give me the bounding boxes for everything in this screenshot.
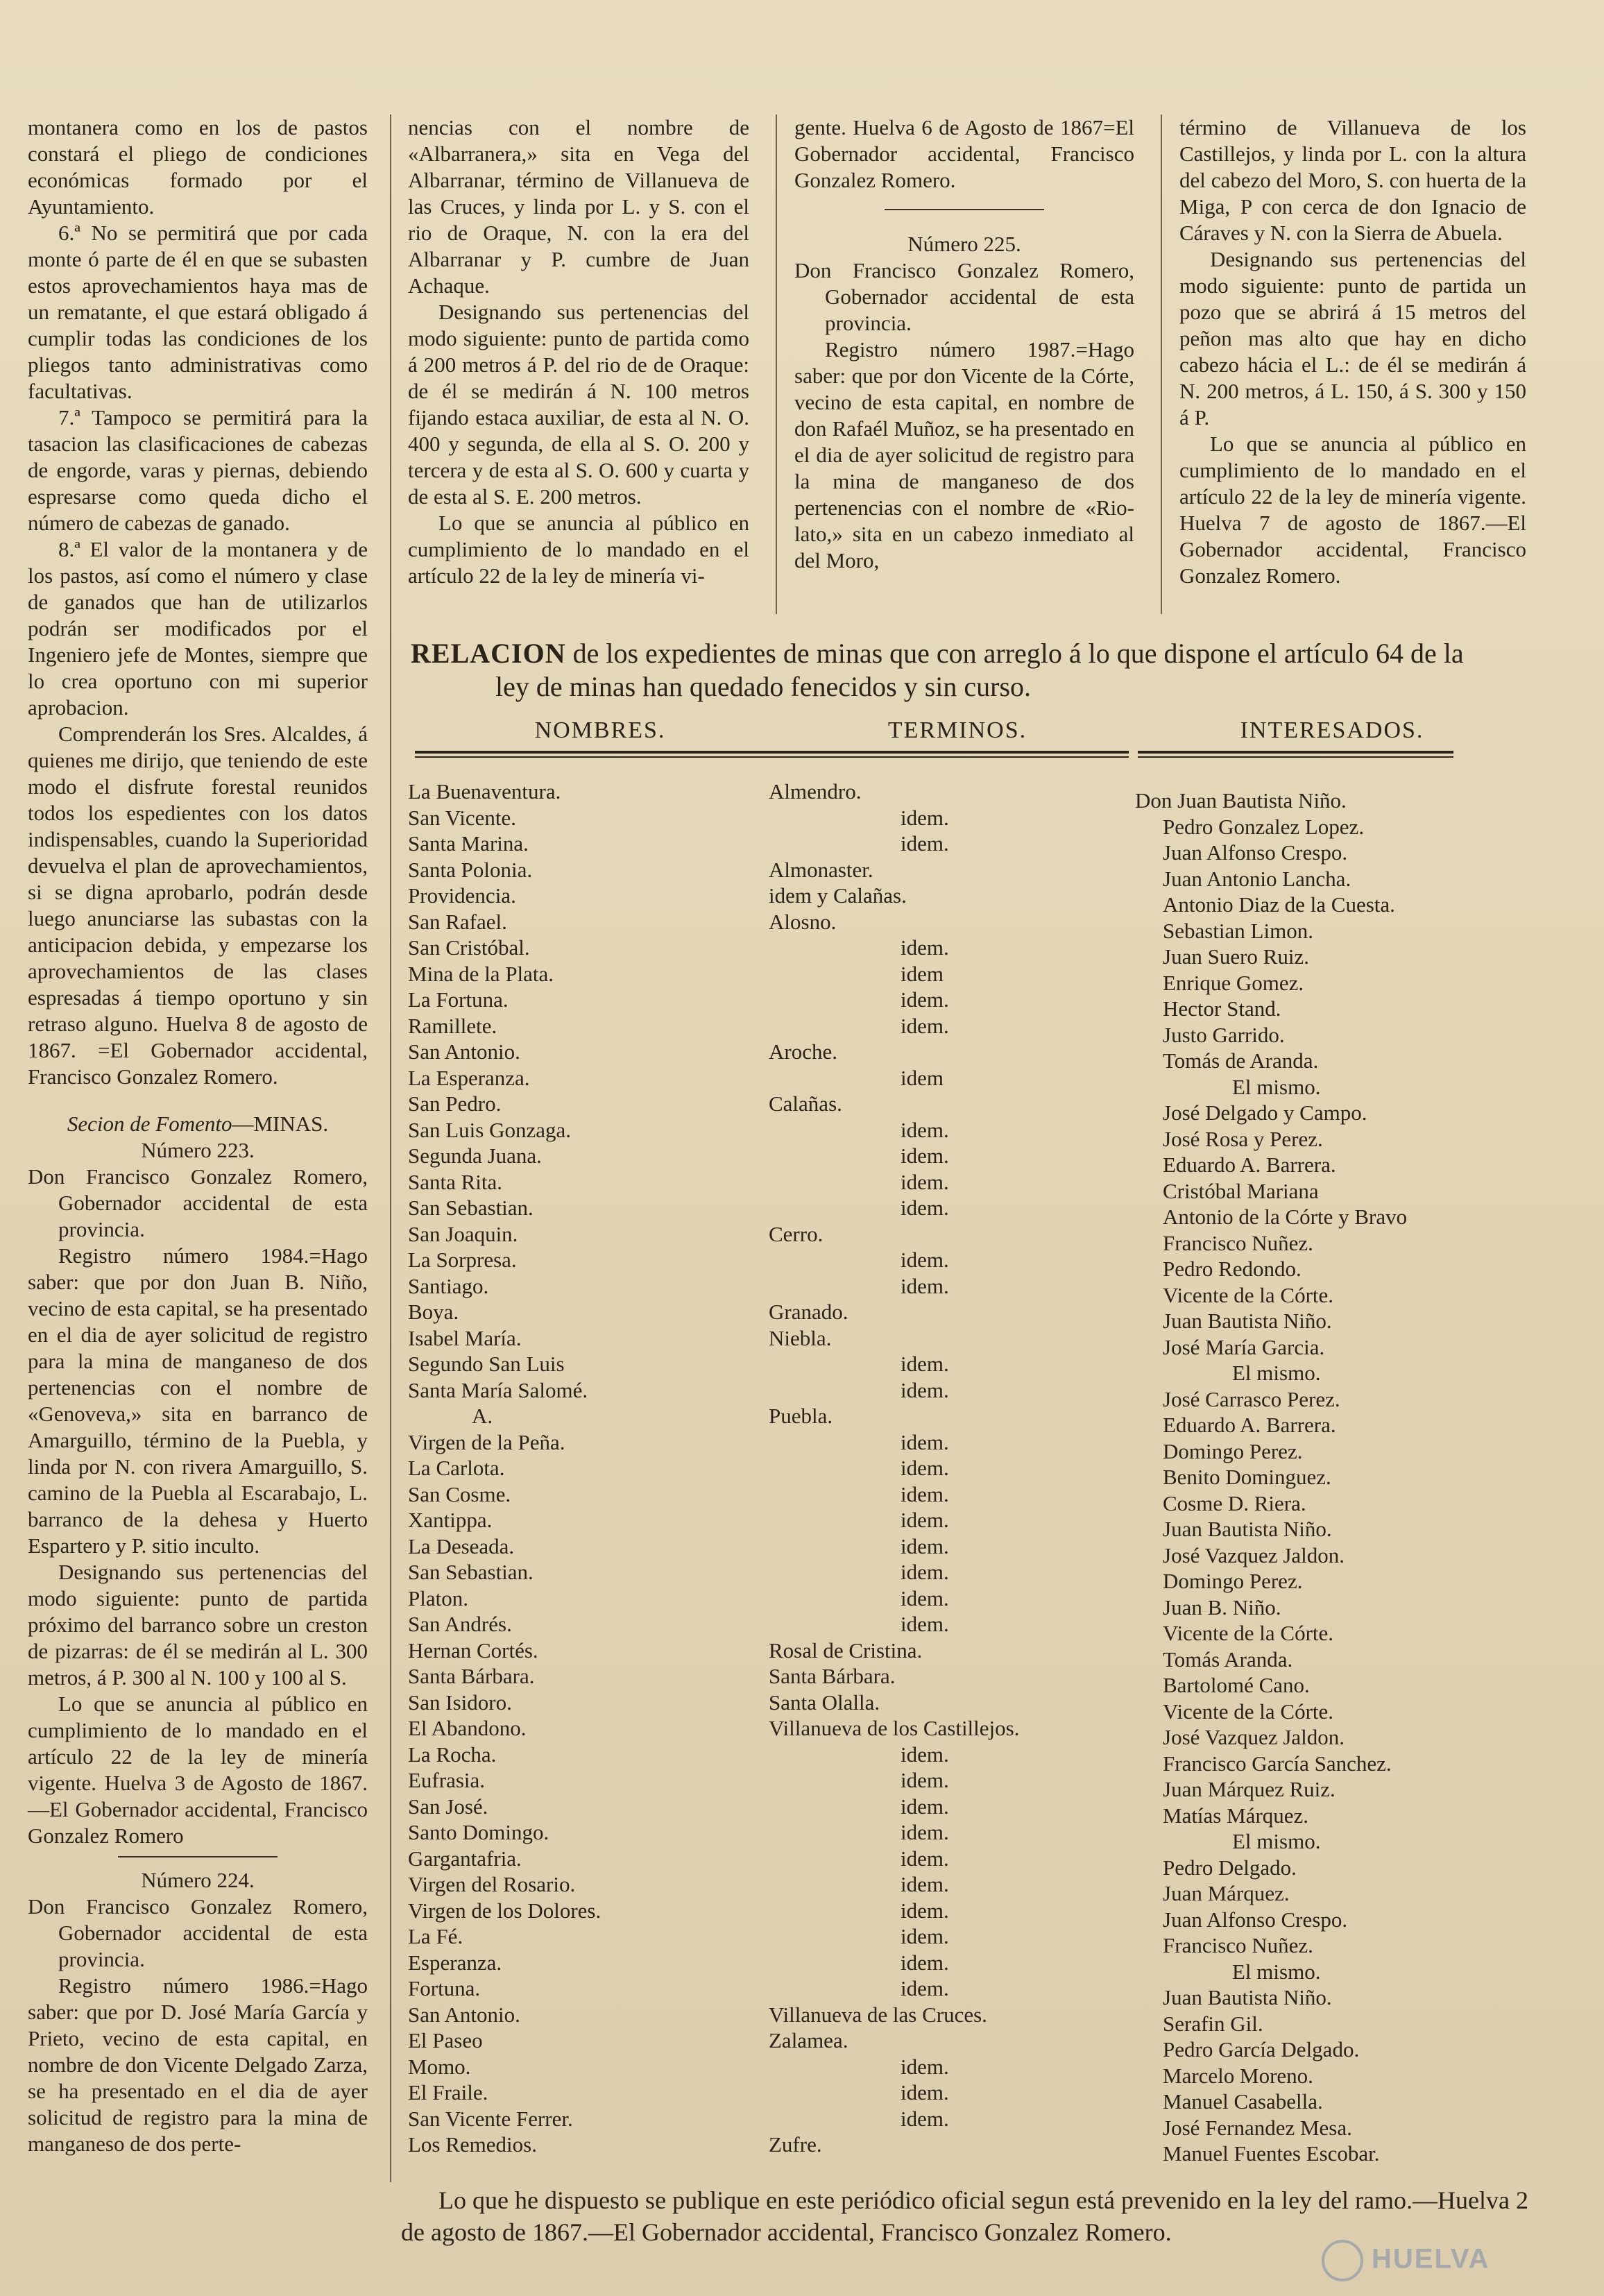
name-entry: El Paseo [408, 2028, 483, 2052]
interesado-entry: Domingo Perez. [1163, 1438, 1303, 1463]
name-entry: La Rocha. [408, 1742, 497, 1767]
name-entry: San Cristóbal. [408, 935, 530, 960]
relacion-lead: RELACION [411, 638, 566, 669]
term-entry: idem. [901, 1456, 949, 1480]
interesado-entry: Pedro Delgado. [1163, 1855, 1297, 1880]
interesado-entry: José Carrasco Perez. [1163, 1386, 1340, 1411]
name-entry: Xantippa. [408, 1508, 493, 1532]
term-entry: Alosno. [769, 909, 837, 934]
name-entry: Isabel María. [408, 1325, 522, 1350]
term-entry: idem. [901, 1481, 949, 1506]
term-entry: idem. [901, 1794, 949, 1819]
interesado-entry: Antonio Diaz de la Cuesta. [1163, 892, 1395, 917]
term-entry: Zufre. [769, 2132, 822, 2157]
separator [885, 209, 1044, 210]
interesado-entry: Manuel Fuentes Escobar. [1163, 2141, 1380, 2166]
header-rule [1138, 751, 1453, 754]
interesado-entry: Bartolomé Cano. [1163, 1673, 1310, 1697]
name-entry: La Esperanza. [408, 1065, 530, 1090]
name-entry: San Rafael. [408, 909, 507, 934]
interesado-entry: Juan Antonio Lancha. [1163, 866, 1351, 891]
name-entry: Santa Rita. [408, 1169, 503, 1194]
name-entry: Platon. [408, 1585, 468, 1610]
interesado-entry: Juan Márquez. [1163, 1881, 1290, 1905]
term-entry: Puebla. [769, 1404, 833, 1428]
name-entry: Segundo San Luis [408, 1352, 565, 1376]
paragraph: Designando sus pertenencias del modo siguiente: punto de partida próximo del barranco sobre un creston de pizarras: de él se medirán al L. 300 metros, á P. 300 al N. 100 y 100 al S. [28, 1560, 368, 1690]
interesado-entry: Enrique Gomez. [1163, 970, 1304, 995]
name-entry: Santiago. [408, 1273, 489, 1298]
interesado-entry: Vicente de la Córte. [1163, 1621, 1334, 1645]
term-entry: Santa Bárbara. [769, 1664, 896, 1688]
header-interesados: INTERESADOS. [1240, 717, 1424, 743]
separator [118, 1856, 278, 1857]
interesado-entry: Cosme D. Riera. [1163, 1490, 1306, 1515]
name-entry: Segunda Juana. [408, 1143, 542, 1168]
footer-notice [401, 2184, 1528, 2248]
notice-number: Número 225. [907, 232, 1021, 256]
name-entry: San Vicente. [408, 805, 516, 830]
term-entry: idem. [901, 2080, 949, 2104]
interesado-entry: El mismo. [1232, 1959, 1321, 1984]
interesado-entry: Pedro García Delgado. [1163, 2037, 1360, 2061]
header-rule [1138, 756, 1453, 758]
name-entry: Los Remedios. [408, 2132, 537, 2157]
stamp-text: HUELVA [1372, 2243, 1490, 2274]
term-entry: idem. [901, 2106, 949, 2131]
term-entry: idem. [901, 1612, 949, 1636]
term-entry: idem. [901, 1013, 949, 1038]
paragraph: Registro número 1984.=Hago saber: que por don Juan B. Niño, vecino de esta capital, se ha presentado en el dia de ayer solicitud de registro para la mina de manganeso de dos pertenencias con el nombre de «Genoveva,» sita en barranco de Amarguillo, término de la Puebla, y linda por N. con rivera Amarguillo, S. camino de la Puebla al Escarabajo, L. barranco de la dehesa y Huerto Espartero y P. sitio inculto. [28, 1243, 368, 1558]
term-entry: Niebla. [769, 1325, 832, 1350]
column-rule [1161, 114, 1162, 614]
term-entry: idem. [901, 987, 949, 1012]
interesado-entry: Hector Stand. [1163, 996, 1281, 1021]
interesado-entry: Justo Garrido. [1163, 1022, 1285, 1047]
relacion-text: de los expedientes de minas que con arreglo á lo que dispone el artículo 64 de la [572, 638, 1464, 669]
header-rule [778, 756, 1129, 758]
term-entry: idem. [901, 1248, 949, 1272]
interesado-entry: Matías Márquez. [1163, 1803, 1309, 1828]
name-entry: San Antonio. [408, 2002, 520, 2027]
term-entry: idem. [901, 1273, 949, 1298]
interesado-entry: Tomás de Aranda. [1163, 1048, 1319, 1073]
interesado-entry: El mismo. [1232, 1074, 1321, 1099]
term-entry: idem. [901, 1950, 949, 1975]
interesado-entry: Juan Alfonso Crespo. [1163, 840, 1348, 865]
interesado-entry: Eduardo A. Barrera. [1163, 1413, 1336, 1437]
interesado-entry: José Fernandez Mesa. [1163, 2115, 1352, 2140]
relacion-line2: ley de minas han quedado fenecidos y sin curso. [495, 671, 1032, 702]
name-entry: La Carlota. [408, 1456, 505, 1480]
name-entry: San Pedro. [408, 1091, 502, 1116]
paragraph: Lo que se anuncia al público en cumplimiento de lo mandado en el artículo 22 de la ley de minería vi- [408, 511, 749, 588]
interesado-entry: Juan Bautista Niño. [1163, 1517, 1332, 1541]
term-entry: Calañas. [769, 1091, 842, 1116]
column-3 [794, 114, 1134, 574]
paragraph: término de Villanueva de los Castillejos, y linda por L. con la altura del cabezo del Moro, S. con huerta de la Miga, P con cerca de don Ignacio de Cáraves y N. con la Sierra de Abuela. [1179, 115, 1526, 245]
term-entry: idem. [901, 1143, 949, 1168]
term-entry: Almonaster. [769, 857, 873, 882]
term-entry: idem. [901, 1742, 949, 1767]
archive-stamp [1322, 2240, 1544, 2288]
relacion-heading [411, 637, 1535, 704]
term-entry: idem [901, 961, 944, 986]
name-entry: Momo. [408, 2054, 471, 2079]
name-entry: Hernan Cortés. [408, 1638, 538, 1663]
interesado-entry: José Delgado y Campo. [1163, 1100, 1367, 1125]
interesado-entry: Juan B. Niño. [1163, 1595, 1281, 1619]
interesado-entry: Pedro Redondo. [1163, 1257, 1302, 1281]
interesado-entry: Juan Suero Ruiz. [1163, 944, 1309, 969]
name-entry: La Buenaventura. [408, 779, 561, 803]
term-entry: Almendro. [769, 779, 862, 803]
paragraph: Lo que se anuncia al público en cumplimiento de lo mandado en el artículo 22 de la ley de minería vigente. Huelva 7 de agosto de 1867.—El Gobernador accidental, Francisco Gonzalez Romero. [1179, 432, 1526, 588]
paragraph: Designando sus pertenencias del modo siguiente: punto de partida como á 200 metros á P. del rio de de Oraque: de él se medirán á N. 100 metros fijando estaca auxiliar, de esta al N. O. 400 y segunda, de ella al S. O. 200 y tercera y de esta al S. O. 600 y cuarta y de esta al S. E. 200 metros. [408, 300, 749, 509]
header-rule [415, 751, 783, 754]
paragraph: Registro número 1987.=Hago saber: que por don Vicente de la Córte, vecino de esta capital, en nombre de don Rafaél Muñoz, se ha presentado en el dia de ayer solicitud de registro para la mina de manganeso de dos pertenencias con el nombre de «Rio-lato,» sita en un cabezo inmediato al del Moro, [794, 337, 1134, 572]
interesado-entry: Vicente de la Córte. [1163, 1699, 1334, 1724]
name-entry: Mina de la Plata. [408, 961, 554, 986]
interesado-entry: El mismo. [1232, 1361, 1321, 1385]
name-entry: Gargantafria. [408, 1846, 522, 1871]
interesado-entry: Marcelo Moreno. [1163, 2063, 1313, 2088]
interesado-entry: Juan Bautista Niño. [1163, 1985, 1332, 2009]
interesado-entry: Francisco Nuñez. [1163, 1933, 1313, 1957]
term-entry: idem. [901, 2054, 949, 2079]
interesado-entry: José Rosa y Perez. [1163, 1126, 1323, 1151]
term-entry: Aroche. [769, 1039, 837, 1064]
name-entry: Ramillete. [408, 1013, 497, 1038]
interesado-entry: Tomás Aranda. [1163, 1647, 1293, 1672]
term-entry: idem y Calañas. [769, 883, 907, 908]
interesado-entry: Don Juan Bautista Niño. [1135, 788, 1347, 813]
name-entry: Virgen del Rosario. [408, 1872, 576, 1896]
term-entry: idem. [901, 831, 949, 856]
paragraph: 6.ª No se permitirá que por cada monte ó parte de él en que se subasten estos aprovechamientos haya mas de un rematante, el que estará obligado á cumplir todas las condiciones de los pliegos tanto administrativas como facultativas. [28, 221, 368, 403]
term-entry: idem. [901, 1820, 949, 1844]
term-entry: idem. [901, 1898, 949, 1923]
term-entry: idem. [901, 1169, 949, 1194]
term-entry: idem. [901, 1533, 949, 1558]
name-entry: Santa Bárbara. [408, 1664, 535, 1688]
interesado-entry: José Vazquez Jaldon. [1163, 1725, 1345, 1749]
name-entry: A. [472, 1404, 493, 1428]
interesado-entry: Juan Bautista Niño. [1163, 1309, 1332, 1333]
name-entry: San Andrés. [408, 1612, 512, 1636]
notice-number: Número 224. [141, 1868, 255, 1892]
name-entry: Esperanza. [408, 1950, 502, 1975]
name-entry: Providencia. [408, 883, 516, 908]
term-entry: idem. [901, 1585, 949, 1610]
notice-header: Don Francisco Gonzalez Romero, Gobernador accidental de esta provincia. [794, 258, 1134, 335]
interesado-entry: Juan Alfonso Crespo. [1163, 1907, 1348, 1932]
term-entry: idem. [901, 805, 949, 830]
interesado-entry: Benito Dominguez. [1163, 1465, 1331, 1489]
header-nombres: NOMBRES. [534, 717, 666, 743]
name-entry: Eufrasia. [408, 1768, 486, 1792]
column-rule [776, 114, 777, 614]
name-entry: Virgen de los Dolores. [408, 1898, 602, 1923]
notice-header: Don Francisco Gonzalez Romero, Gobernador accidental de esta provincia. [28, 1894, 368, 1971]
interesado-entry: Pedro Gonzalez Lopez. [1163, 814, 1365, 839]
paragraph: 8.ª El valor de la montanera y de los pastos, así como el número y clase de ganados que han de utilizarlos podrán ser modificados por el Ingeniero jefe de Montes, siempre que lo crea oportuno con mi superior aprobacion. [28, 537, 368, 720]
interesado-entry: Manuel Casabella. [1163, 2089, 1323, 2114]
interesado-entry: Francisco García Sanchez. [1163, 1751, 1392, 1776]
section-heading-title: Secion de Fomento [67, 1112, 232, 1136]
paragraph: Comprenderán los Sres. Alcaldes, á quienes me dirijo, que teniendo de este modo el disfrute forestal reunidos todos los espedientes con los datos indispensables, cuando la Superioridad devuelva el plan de aprovechamientos, si se digna aprobarlo, podrán desde luego anunciarse las subastas con la anticipacion debida, y empezarse los aprovechamientos de las clases espresadas á tiempo oportuno y sin retraso alguno. Huelva 8 de agosto de 1867. =El Gobernador accidental, Francisco Gonzalez Romero. [28, 722, 368, 1089]
term-entry: Villanueva de las Cruces. [769, 2002, 987, 2027]
header-terminos: TERMINOS. [887, 717, 1027, 743]
paragraph: montanera como en los de pastos constará el pliego de condiciones económicas formado por el Ayuntamiento. [28, 115, 368, 219]
name-entry: San Isidoro. [408, 1690, 512, 1715]
column-1 [28, 114, 368, 2157]
interesado-entry: Eduardo A. Barrera. [1163, 1153, 1336, 1177]
interesado-entry: Antonio de la Córte y Bravo [1163, 1205, 1408, 1229]
name-entry: Santa María Salomé. [408, 1377, 588, 1402]
header-rule [778, 751, 1129, 754]
term-entry: Cerro. [769, 1221, 824, 1246]
interesado-entry: Vicente de la Córte. [1163, 1282, 1334, 1307]
interesado-entry: Francisco Nuñez. [1163, 1230, 1313, 1255]
name-entry: San Antonio. [408, 1039, 520, 1064]
term-entry: idem. [901, 1846, 949, 1871]
footer-paragraph: Lo que he dispuesto se publique en este periódico oficial segun está prevenido en la ley del ramo.—Huelva 2 de agosto de 1867.—El Gobernador accidental, Francisco Gonzalez Romero. [401, 2186, 1528, 2246]
name-entry: Santa Polonia. [408, 857, 533, 882]
interesado-entry: Domingo Perez. [1163, 1569, 1303, 1593]
interesado-entry: Serafin Gil. [1163, 2011, 1263, 2036]
term-entry: idem. [901, 1508, 949, 1532]
header-rule [415, 756, 783, 758]
term-entry: Villanueva de los Castillejos. [769, 1716, 1020, 1740]
name-entry: San José. [408, 1794, 488, 1819]
term-entry: idem. [901, 1117, 949, 1142]
column-rule [390, 114, 391, 2182]
name-entry: San Cosme. [408, 1481, 511, 1506]
name-entry: Virgen de la Peña. [408, 1429, 565, 1454]
term-entry: idem. [901, 1924, 949, 1948]
name-entry: La Sorpresa. [408, 1248, 517, 1272]
interesado-entry: José María Garcia. [1163, 1334, 1325, 1359]
interesado-entry: Sebastian Limon. [1163, 918, 1313, 943]
term-entry: idem. [901, 1377, 949, 1402]
stamp-emblem-icon [1322, 2240, 1363, 2281]
term-entry: Santa Olalla. [769, 1690, 880, 1715]
name-entry: Fortuna. [408, 1976, 481, 2000]
term-entry: Rosal de Cristina. [769, 1638, 923, 1663]
name-entry: San Sebastian. [408, 1196, 534, 1220]
term-entry: idem. [901, 1768, 949, 1792]
column-2 [408, 114, 749, 589]
term-entry: idem. [901, 1976, 949, 2000]
term-entry: idem. [901, 1560, 949, 1584]
interesado-entry: El mismo. [1232, 1829, 1321, 1853]
paragraph: Lo que se anuncia al público en cumplimiento de lo mandado en el artículo 22 de la ley de minería vigente. Huelva 3 de Agosto de 1867.—El Gobernador accidental, Francisco Gonzalez Romero [28, 1692, 368, 1848]
name-entry: San Joaquin. [408, 1221, 518, 1246]
name-entry: Boya. [408, 1300, 459, 1324]
paragraph: gente. Huelva 6 de Agosto de 1867=El Gobernador accidental, Francisco Gonzalez Romero. [794, 115, 1134, 192]
name-entry: Santa Marina. [408, 831, 529, 856]
term-entry: idem [901, 1065, 944, 1090]
interesado-entry: Cristóbal Mariana [1163, 1178, 1319, 1203]
name-entry: Santo Domingo. [408, 1820, 549, 1844]
name-entry: San Vicente Ferrer. [408, 2106, 573, 2131]
paragraph: nencias con el nombre de «Albarranera,» sita en Vega del Albarranar, término de Villanueva de las Cruces, y linda por L. y S. con el rio de Oraque, N. con la era del Albarranar y P. cumbre de Juan Achaque. [408, 115, 749, 298]
interesado-entry: José Vazquez Jaldon. [1163, 1542, 1345, 1567]
interesados-list [1135, 788, 1524, 2167]
column-4 [1179, 114, 1526, 589]
term-entry: idem. [901, 935, 949, 960]
term-entry: Granado. [769, 1300, 848, 1324]
section-heading [28, 1111, 368, 1137]
name-entry: San Sebastian. [408, 1560, 534, 1584]
paragraph: Registro número 1986.=Hago saber: que por D. José María García y Prieto, vecino de esta capital, en nombre de don Vicente Delgado Zarza, se ha presentado en el dia de ayer solicitud de registro para la mina de manganeso de dos perte- [28, 1973, 368, 2156]
term-entry: idem. [901, 1352, 949, 1376]
name-entry: La Fé. [408, 1924, 463, 1948]
paragraph: 7.ª Tampoco se permitirá para la tasacion las clasificaciones de cabezas de engorde, varas y piernas, debiendo espresarse como queda dicho el número de cabezas de ganado. [28, 405, 368, 535]
term-entry: idem. [901, 1872, 949, 1896]
name-entry: El Abandono. [408, 1716, 527, 1740]
name-entry: La Fortuna. [408, 987, 509, 1012]
notice-header: Don Francisco Gonzalez Romero, Gobernador accidental de esta provincia. [28, 1164, 368, 1241]
paragraph: Designando sus pertenencias del modo siguiente: punto de partida un pozo que se abrirá á 15 metros del peñon mas alto que hay en dicho cabezo hácia el L.: de él se medirán á N. 200 metros, á L. 150, á S. 300 y 150 á P. [1179, 247, 1526, 430]
name-entry: El Fraile. [408, 2080, 488, 2104]
interesado-entry: Juan Márquez Ruiz. [1163, 1777, 1336, 1801]
name-entry: San Luis Gonzaga. [408, 1117, 572, 1142]
term-entry: idem. [901, 1429, 949, 1454]
name-entry: La Deseada. [408, 1533, 515, 1558]
terms-list [769, 779, 1129, 2158]
term-entry: Zalamea. [769, 2028, 848, 2052]
section-heading-sub: —MINAS. [232, 1112, 329, 1136]
names-list [408, 779, 734, 2158]
notice-number: Número 223. [141, 1138, 255, 1162]
term-entry: idem. [901, 1196, 949, 1220]
